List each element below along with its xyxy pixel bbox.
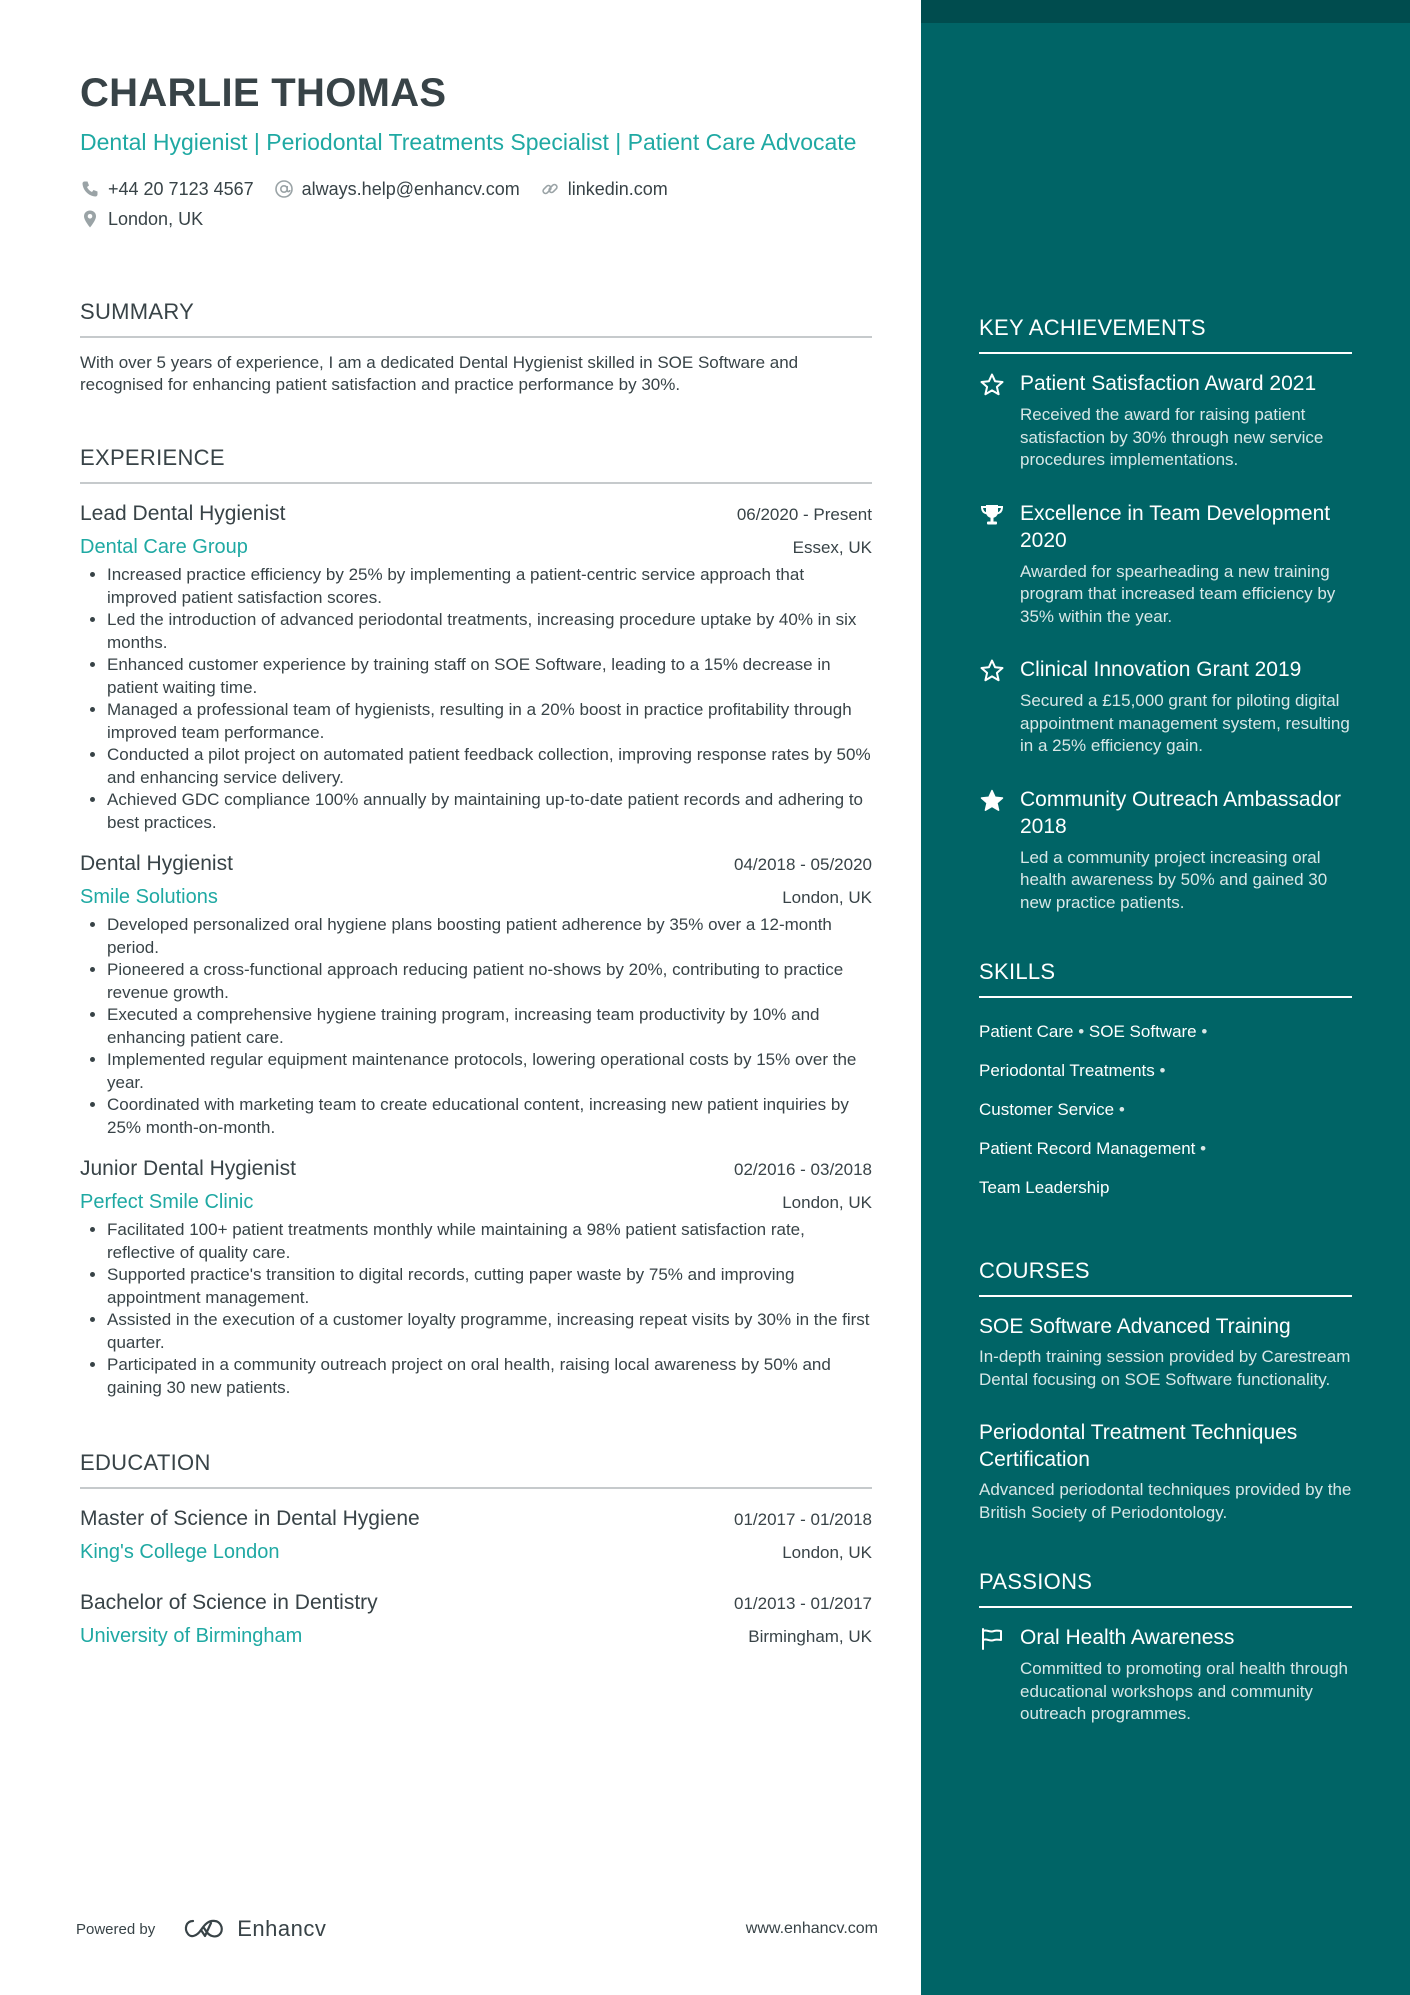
- education-entry: [80, 1589, 872, 1649]
- education-section: [80, 1449, 872, 1649]
- footer: [76, 1916, 878, 1942]
- passion-title: Oral Health Awareness: [1020, 1626, 1235, 1649]
- achievement-item: [979, 500, 1352, 629]
- job-date: 04/2018 - 05/2020: [733, 855, 872, 874]
- achievement-title: Community Outreach Ambassador 2018: [1020, 787, 1341, 838]
- skill-item: Patient Record Management: [979, 1139, 1196, 1158]
- location-pin-icon: [80, 209, 100, 229]
- job-bullet: • Implemented regular equipment maintenance protocols, lowering operational costs by 15% over the year.: [107, 1049, 872, 1094]
- course-title: SOE Software Advanced Training: [979, 1315, 1291, 1338]
- achievement-desc: Secured a £15,000 grant for piloting digital appointment management system, resulting in a 25% efficiency gain.: [1020, 691, 1350, 755]
- courses-section: [979, 1257, 1352, 1524]
- location-contact: [80, 204, 203, 234]
- skill-item: SOE Software: [1088, 1022, 1197, 1041]
- job-title: Lead Dental Hygienist: [80, 502, 286, 525]
- school-name: King's College London: [80, 1541, 280, 1563]
- course-desc: In-depth training session provided by Carestream Dental focusing on SOE Software functionality.: [979, 1347, 1351, 1389]
- passions-section: [979, 1568, 1352, 1726]
- job-bullets: [80, 564, 872, 834]
- skill-separator: •: [1159, 1061, 1166, 1080]
- job-company: Smile Solutions: [80, 886, 218, 908]
- achievement-desc: Led a community project increasing oral health awareness by 50% and gained 30 new practice patients.: [1020, 847, 1328, 912]
- powered-by-label: Powered by: [76, 1920, 156, 1938]
- sidebar-top-band: [921, 0, 1410, 23]
- email-text: always.help@enhancv.com: [301, 179, 520, 199]
- powered-by: [76, 1916, 326, 1942]
- at-icon: [274, 179, 294, 199]
- enhancv-logo[interactable]: [181, 1916, 326, 1942]
- achievements-section: [979, 314, 1352, 914]
- skills-title: SKILLS: [979, 958, 1352, 998]
- job-bullet: • Achieved GDC compliance 100% annually by maintaining up-to-date patient records and adhering to best practices.: [107, 789, 872, 834]
- job-location: London, UK: [782, 888, 872, 907]
- achievement-desc: Received the award for raising patient satisfaction by 30% through new service procedures implementations.: [1020, 405, 1324, 469]
- skill-item: Periodontal Treatments: [979, 1061, 1155, 1080]
- achievement-title: Clinical Innovation Grant 2019: [1020, 658, 1302, 681]
- course-title: Periodontal Treatment Techniques Certification: [979, 1421, 1298, 1471]
- job-entry: [80, 850, 872, 1139]
- job-location: Essex, UK: [792, 538, 872, 557]
- job-title: Dental Hygienist: [80, 852, 233, 875]
- summary-text: With over 5 years of experience, I am a dedicated Dental Hygienist skilled in SOE Software and recognised for enhancing patient satisfaction and practice performance by 30%.: [80, 353, 799, 394]
- experience-title: EXPERIENCE: [80, 444, 872, 484]
- course-item: [979, 1419, 1352, 1524]
- passion-item: [979, 1624, 1352, 1726]
- school-name: University of Birmingham: [80, 1625, 303, 1647]
- job-company: Perfect Smile Clinic: [80, 1191, 254, 1213]
- job-bullet: • Conducted a pilot project on automated patient feedback collection, improving response rates by 50% and enhancing service delivery.: [107, 744, 872, 789]
- star-outline-icon: [979, 372, 1005, 398]
- job-bullet: • Participated in a community outreach project on oral health, raising local awareness by 50% and gaining 30 new patients.: [107, 1354, 872, 1399]
- star-outline-icon: [979, 658, 1005, 684]
- star-filled-icon: [979, 788, 1005, 814]
- job-bullets: [80, 1219, 872, 1399]
- job-location: London, UK: [782, 1193, 872, 1212]
- job-bullet: • Developed personalized oral hygiene plans boosting patient adherence by 35% over a 12-month period.: [107, 914, 872, 959]
- achievement-item: [979, 370, 1352, 472]
- link-icon: [540, 179, 560, 199]
- phone-contact[interactable]: [80, 174, 254, 204]
- skill-row: [979, 1090, 1352, 1129]
- degree-title: Bachelor of Science in Dentistry: [80, 1591, 378, 1614]
- footer-site-link[interactable]: www.enhancv.com: [745, 1920, 878, 1937]
- job-bullet: • Pioneered a cross-functional approach reducing patient no-shows by 20%, contributing to practice revenue growth.: [107, 959, 872, 1004]
- job-entry: [80, 1155, 872, 1399]
- education-date: 01/2013 - 01/2017: [733, 1594, 872, 1613]
- linkedin-contact[interactable]: [540, 174, 668, 204]
- contact-info: [80, 174, 872, 234]
- email-contact[interactable]: [274, 174, 520, 204]
- achievement-item: [979, 786, 1352, 915]
- location-text: London, UK: [108, 209, 204, 229]
- trophy-icon: [979, 502, 1005, 528]
- education-date: 01/2017 - 01/2018: [733, 1510, 872, 1529]
- phone-icon: [80, 179, 100, 199]
- course-item: [979, 1313, 1352, 1391]
- summary-section: [80, 298, 872, 396]
- skill-separator: •: [1118, 1100, 1125, 1119]
- skill-item: Team Leadership: [979, 1178, 1110, 1197]
- courses-title: COURSES: [979, 1257, 1352, 1297]
- education-location: Birmingham, UK: [748, 1627, 872, 1646]
- skills-section: [979, 958, 1352, 1207]
- skill-item: Patient Care: [979, 1022, 1074, 1041]
- degree-title: Master of Science in Dental Hygiene: [80, 1507, 420, 1530]
- job-bullet: • Managed a professional team of hygienists, resulting in a 20% boost in practice profitability through improved team performance.: [107, 699, 872, 744]
- job-bullet: • Coordinated with marketing team to create educational content, increasing new patient inquiries by 25% month-on-month.: [107, 1094, 872, 1139]
- job-date: 02/2016 - 03/2018: [733, 1160, 872, 1179]
- education-location: London, UK: [782, 1543, 872, 1562]
- summary-title: SUMMARY: [80, 298, 872, 338]
- job-bullet: • Led the introduction of advanced periodontal treatments, increasing procedure uptake by 40% in six months.: [107, 609, 872, 654]
- passion-desc: Committed to promoting oral health through educational workshops and community outreach programmes.: [1020, 1659, 1348, 1723]
- achievement-item: [979, 656, 1352, 758]
- job-bullets: [80, 914, 872, 1139]
- achievements-title: KEY ACHIEVEMENTS: [979, 314, 1352, 354]
- job-bullet: • Supported practice's transition to digital records, cutting paper waste by 75% and improving appointment management.: [107, 1264, 872, 1309]
- job-bullet: • Assisted in the execution of a customer loyalty programme, increasing repeat visits by 30% in the first quarter.: [107, 1309, 872, 1354]
- passions-title: PASSIONS: [979, 1568, 1352, 1608]
- candidate-headline: Dental Hygienist | Periodontal Treatments Specialist | Patient Care Advocate: [80, 129, 857, 155]
- course-desc: Advanced periodontal techniques provided by the British Society of Periodontology.: [979, 1480, 1352, 1522]
- skill-separator: •: [1201, 1022, 1208, 1041]
- achievement-title: Excellence in Team Development 2020: [1020, 501, 1331, 552]
- job-bullet: • Executed a comprehensive hygiene training program, increasing team productivity by 10% and enhancing patient care.: [107, 1004, 872, 1049]
- sidebar-column: [921, 0, 1410, 1995]
- job-entry: [80, 500, 872, 834]
- education-entry: [80, 1505, 872, 1565]
- skill-separator: •: [1078, 1022, 1085, 1041]
- phone-text: +44 20 7123 4567: [108, 179, 254, 199]
- job-bullet: • Increased practice efficiency by 25% by implementing a patient-centric service approach that improved patient satisfaction scores.: [107, 564, 872, 609]
- experience-section: [80, 444, 872, 1399]
- enhancv-logo-icon: [181, 1917, 227, 1941]
- achievement-title: Patient Satisfaction Award 2021: [1020, 372, 1317, 395]
- skill-row: [979, 1012, 1352, 1051]
- job-date: 06/2020 - Present: [736, 505, 872, 524]
- education-title: EDUCATION: [80, 1449, 872, 1489]
- skill-row: [979, 1129, 1352, 1168]
- skill-separator: •: [1200, 1139, 1207, 1158]
- skill-item: Customer Service: [979, 1100, 1115, 1119]
- achievement-desc: Awarded for spearheading a new training program that increased team efficiency by 35% within the year.: [1020, 561, 1336, 626]
- skill-row: [979, 1168, 1352, 1207]
- flag-icon: [979, 1626, 1005, 1652]
- candidate-name: CHARLIE THOMAS: [80, 71, 447, 115]
- job-bullet: • Facilitated 100+ patient treatments monthly while maintaining a 98% patient satisfaction rate, reflective of quality care.: [107, 1219, 872, 1264]
- linkedin-text: linkedin.com: [567, 179, 668, 199]
- enhancv-brand: Enhancv: [237, 1916, 327, 1941]
- job-bullet: • Enhanced customer experience by training staff on SOE Software, leading to a 15% decrease in patient waiting time.: [107, 654, 872, 699]
- job-title: Junior Dental Hygienist: [80, 1157, 296, 1180]
- job-company: Dental Care Group: [80, 536, 248, 558]
- skill-row: [979, 1051, 1352, 1090]
